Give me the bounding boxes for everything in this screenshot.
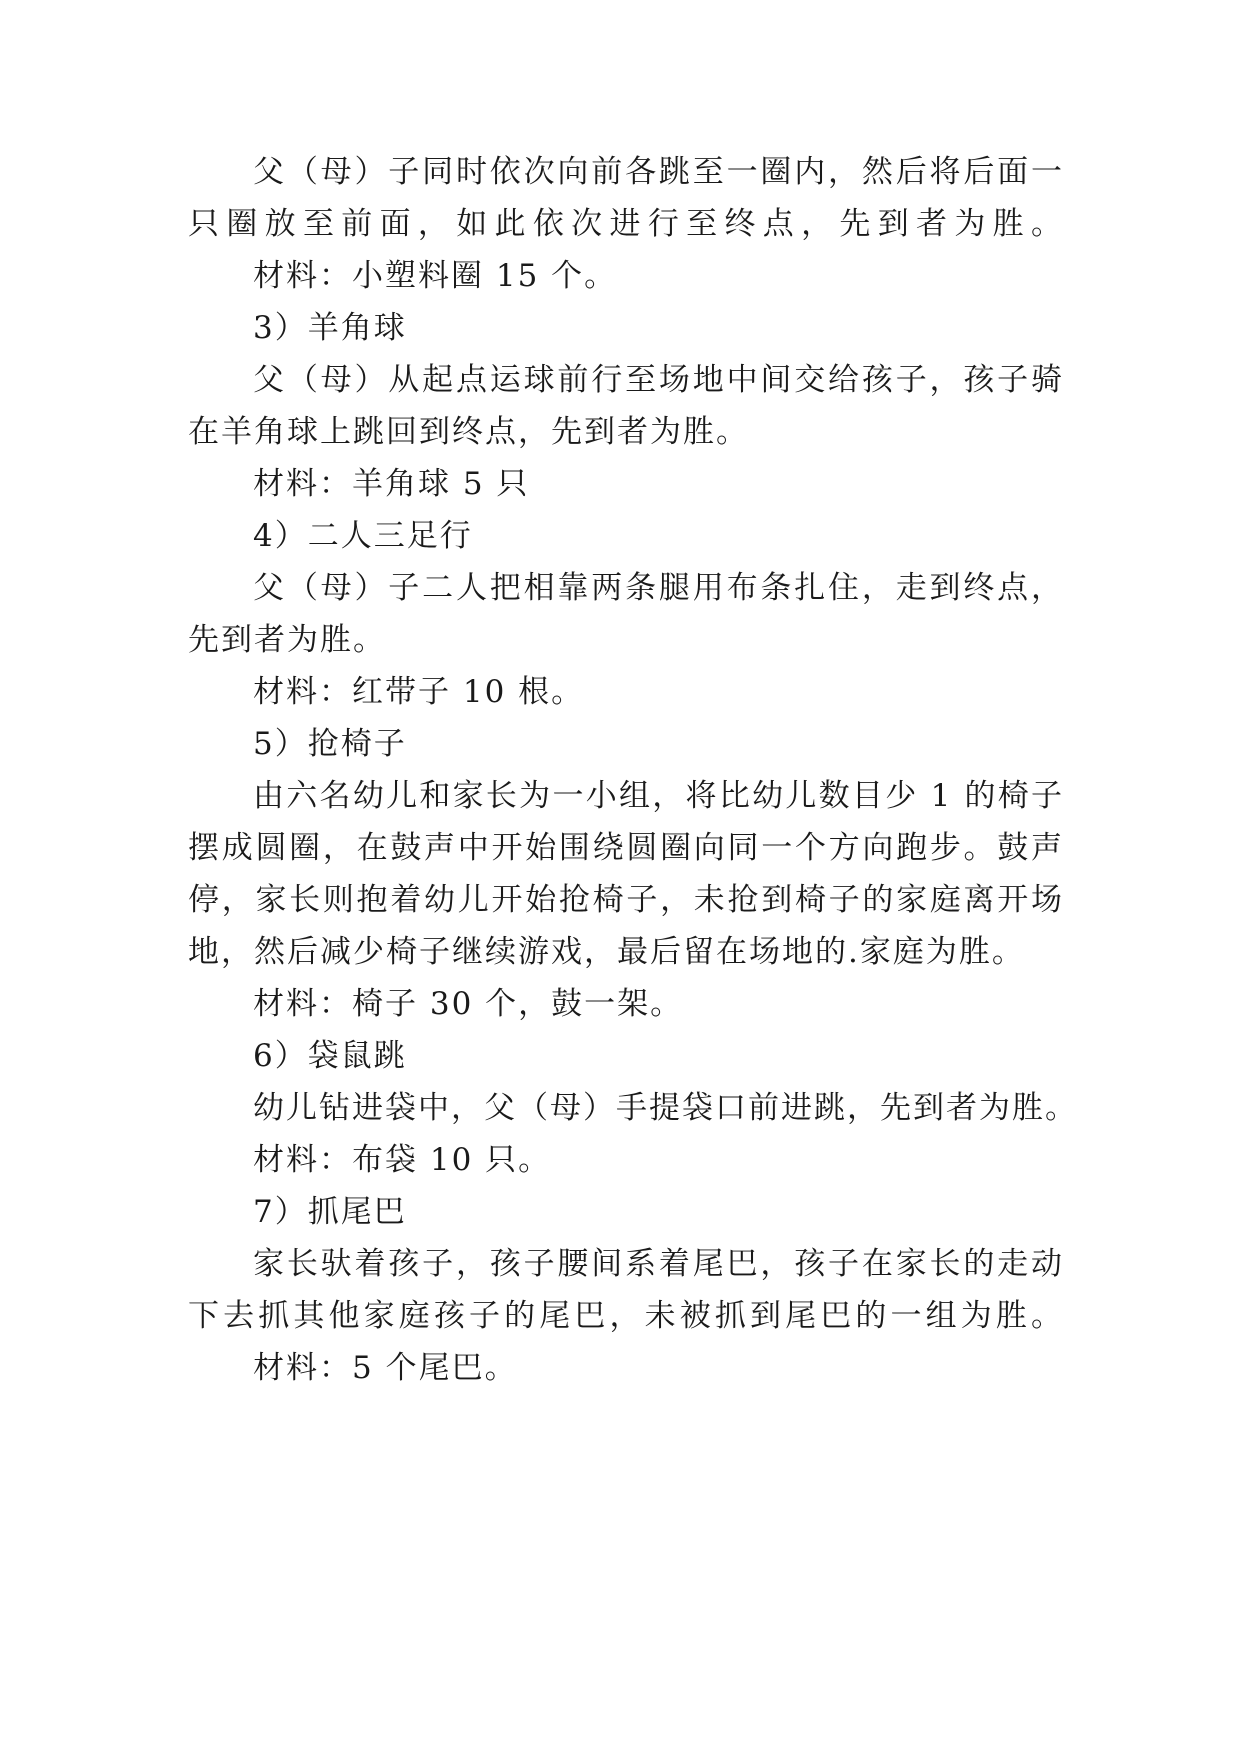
paragraph-line: 父（母）从起点运球前行至场地中间交给孩子，孩子骑 bbox=[253, 362, 1064, 398]
section-heading: 5）抢椅子 bbox=[253, 726, 407, 762]
paragraph-line: 家长驮着孩子，孩子腰间系着尾巴，孩子在家长的走动 bbox=[253, 1246, 1064, 1282]
paragraph-line: 在羊角球上跳回到终点，先到者为胜。 bbox=[188, 414, 749, 450]
paragraph-line: 幼儿钻进袋中，父（母）手提袋口前进跳，先到者为胜。 bbox=[253, 1090, 1078, 1126]
paragraph-line: 地，然后减少椅子继续游戏，最后留在场地的.家庭为胜。 bbox=[188, 934, 1025, 970]
material-line: 材料：小塑料圈 15 个。 bbox=[253, 258, 618, 294]
paragraph-line: 父（母）子二人把相靠两条腿用布条扎住，走到终点， bbox=[253, 570, 1064, 606]
material-line: 材料：羊角球 5 只 bbox=[253, 466, 530, 502]
paragraph-line: 下去抓其他家庭孩子的尾巴，未被抓到尾巴的一组为胜。 bbox=[188, 1298, 1064, 1334]
paragraph-line: 停，家长则抱着幼儿开始抢椅子，未抢到椅子的家庭离开场 bbox=[188, 882, 1064, 918]
material-line: 材料：5 个尾巴。 bbox=[253, 1350, 518, 1386]
section-heading: 6）袋鼠跳 bbox=[253, 1038, 407, 1074]
paragraph-line: 只圈放至前面，如此依次进行至终点，先到者为胜。 bbox=[188, 206, 1064, 242]
material-line: 材料：红带子 10 根。 bbox=[253, 674, 585, 710]
paragraph-line: 摆成圆圈，在鼓声中开始围绕圆圈向同一个方向跑步。鼓声 bbox=[188, 830, 1064, 866]
section-heading: 7）抓尾巴 bbox=[253, 1194, 407, 1230]
material-line: 材料：椅子 30 个，鼓一架。 bbox=[253, 986, 684, 1022]
section-heading: 4）二人三足行 bbox=[253, 518, 473, 554]
material-line: 材料：布袋 10 只。 bbox=[253, 1142, 552, 1178]
paragraph-line: 先到者为胜。 bbox=[188, 622, 386, 658]
paragraph-line: 父（母）子同时依次向前各跳至一圈内，然后将后面一 bbox=[253, 154, 1064, 190]
section-heading: 3）羊角球 bbox=[253, 310, 407, 346]
paragraph-line: 由六名幼儿和家长为一小组，将比幼儿数目少 1 的椅子 bbox=[253, 778, 1064, 814]
